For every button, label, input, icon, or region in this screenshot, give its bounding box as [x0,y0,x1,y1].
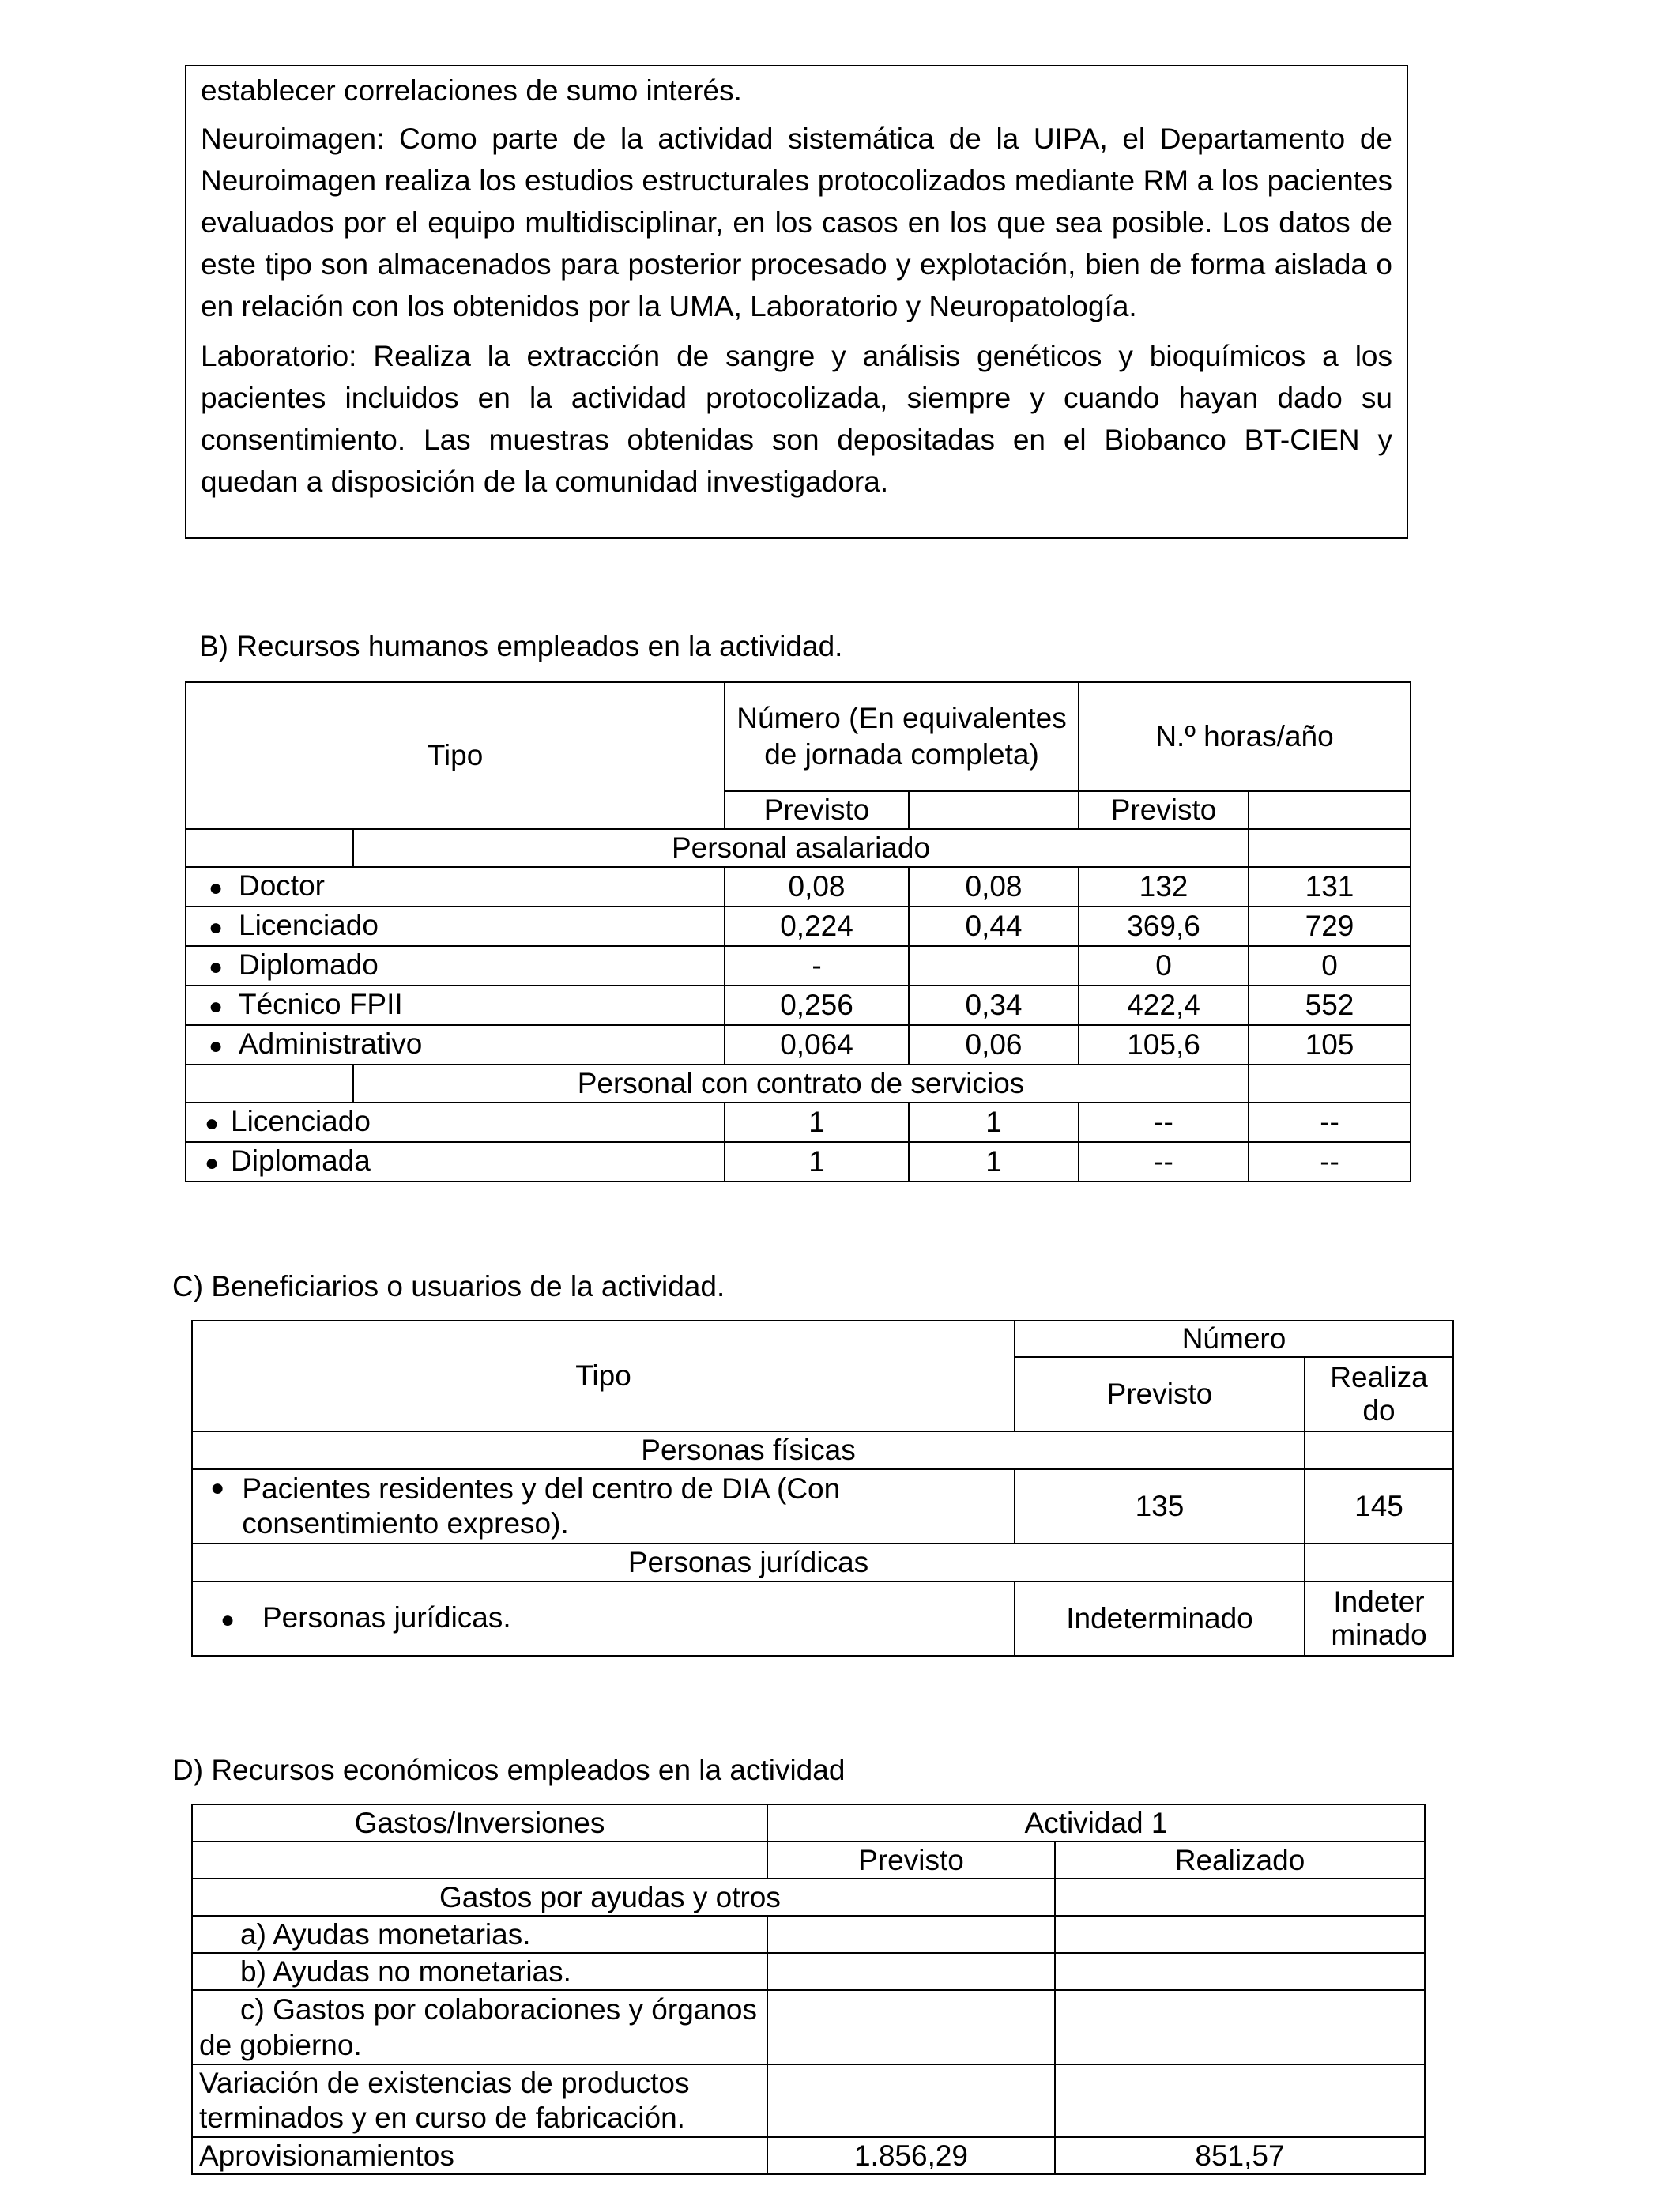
row-variacion-existencias: Variación de existencias de productos terminados y en curso de fabricación. [192,2064,767,2137]
economic-resources-table [191,1804,1426,2175]
section-personal-contrato-servicios: Personal con contrato de servicios [353,1065,1249,1103]
header-tipo: Tipo [186,682,725,829]
header-previsto: Previsto [767,1842,1055,1879]
table-row-tipo: ● Doctor [186,867,725,907]
section-c-heading: C) Beneficiarios o usuarios de la actividad. [172,1270,725,1302]
table-row-tipo: ● Licenciado [186,1103,725,1142]
header-horas: N.º horas/año [1079,682,1411,791]
cell-horas-realizado: -- [1249,1142,1411,1182]
table-row-tipo: ● Pacientes residentes y del centro de DIA (Con consentimiento expreso). [192,1469,1015,1544]
human-resources-table [185,681,1411,1182]
table-row-tipo: ● Personas jurídicas. [192,1581,1015,1656]
header-actividad-1: Actividad 1 [767,1804,1425,1842]
bullet-icon: ● [208,874,224,901]
cell-horas-realizado: 105 [1249,1025,1411,1065]
cell-numero-previsto: - [725,946,909,986]
cell-horas-realizado: -- [1249,1103,1411,1142]
intro-paragraph-laboratorio: Laboratorio: Realiza la extracción de sangre y análisis genéticos y bioquímicos a los pacientes incluidos en la actividad protocolizada, siempre y cuando hayan dado su consentimiento. Las muestras obtenidas son depositadas en el Biobanco BT-CIEN y quedan a disposición de la comunidad investigadora. [201,340,1392,498]
table-row-tipo: ● Administrativo [186,1025,725,1065]
bullet-icon: ● [204,1149,220,1176]
cell-previsto: Indeterminado [1015,1581,1305,1656]
table-row-tipo: ● Diplomada [186,1142,725,1182]
cell-numero-realizado: 0,06 [909,1025,1079,1065]
cell-aprov-realizado: 851,57 [1055,2137,1425,2174]
section-gastos-ayudas: Gastos por ayudas y otros [192,1879,1055,1916]
header-blank-horas [1249,791,1411,829]
cell-numero-realizado: 1 [909,1103,1079,1142]
cell-numero-previsto: 0,064 [725,1025,909,1065]
header-numero: Número [1015,1321,1453,1357]
bullet-icon: ● [208,914,224,941]
cell-numero-realizado [909,946,1079,986]
cell-blank [767,1953,1055,1990]
cell-horas-previsto: 422,4 [1079,986,1249,1025]
cell-blank [1055,1953,1425,1990]
cell-realizado: Indeter minado [1305,1581,1453,1656]
cell-horas-previsto: 132 [1079,867,1249,907]
bullet-icon: ● [220,1606,235,1633]
section-b-heading: B) Recursos humanos empleados en la actividad. [199,630,843,662]
cell-horas-previsto: -- [1079,1103,1249,1142]
cell-blank [1055,1916,1425,1953]
table-row-tipo: ● Técnico FPII [186,986,725,1025]
header-previsto-numero: Previsto [725,791,909,829]
bullet-icon: ● [210,1475,225,1501]
cell-numero-previsto: 0,08 [725,867,909,907]
cell-previsto: 135 [1015,1469,1305,1544]
cell-horas-previsto: 369,6 [1079,907,1249,946]
bullet-icon: ● [204,1110,220,1137]
section-personal-asalariado: Personal asalariado [353,829,1249,867]
intro-text-box [185,65,1408,539]
section-d-heading: D) Recursos económicos empleados en la actividad [172,1754,846,1786]
header-previsto-horas: Previsto [1079,791,1249,829]
cell-blank [767,1990,1055,2064]
header-previsto: Previsto [1015,1357,1305,1431]
bullet-icon: ● [208,953,224,980]
intro-paragraph-neuroimagen: Neuroimagen: Como parte de la actividad sistemática de la UIPA, el Departamento de Neuroimagen realiza los estudios estructurales protocolizados mediante RM a los pacientes evaluados por el equipo multidisciplinar, en los casos en los que sea posible. Los datos de este tipo son almacenados para posterior procesado y explotación, bien de forma aislada o en relación con los obtenidos por la UMA, Laboratorio y Neuropatología. [201,123,1392,322]
cell-horas-previsto: -- [1079,1142,1249,1182]
table-row-tipo: ● Licenciado [186,907,725,946]
section-blank [1249,829,1411,867]
header-numero: Número (En equivalentes de jornada completa) [725,682,1079,791]
section-personas-fisicas: Personas físicas [192,1431,1305,1469]
section-blank [1249,1065,1411,1103]
cell-aprov-previsto: 1.856,29 [767,2137,1055,2174]
cell-blank [767,1916,1055,1953]
bullet-icon: ● [208,1032,224,1059]
cell-numero-previsto: 1 [725,1142,909,1182]
cell-numero-realizado: 0,08 [909,867,1079,907]
section-blank [1305,1544,1453,1581]
row-aprovisionamientos: Aprovisionamientos [192,2137,767,2174]
cell-numero-realizado: 1 [909,1142,1079,1182]
header-gastos-inversiones: Gastos/Inversiones [192,1804,767,1842]
cell-numero-previsto: 1 [725,1103,909,1142]
intro-paragraph-1: establecer correlaciones de sumo interés. [201,74,742,107]
table-row-tipo: ● Diplomado [186,946,725,986]
row-ayudas-monetarias: a) Ayudas monetarias. [192,1916,767,1953]
beneficiaries-table [191,1320,1454,1657]
cell-numero-realizado: 0,34 [909,986,1079,1025]
cell-numero-previsto: 0,224 [725,907,909,946]
cell-horas-realizado: 0 [1249,946,1411,986]
cell-blank [1055,1879,1425,1916]
header-tipo: Tipo [192,1321,1015,1431]
section-personas-juridicas: Personas jurídicas [192,1544,1305,1581]
cell-horas-realizado: 131 [1249,867,1411,907]
header-blank-numero [909,791,1079,829]
cell-horas-realizado: 552 [1249,986,1411,1025]
bullet-icon: ● [208,993,224,1020]
cell-blank [1055,2064,1425,2137]
cell-numero-previsto: 0,256 [725,986,909,1025]
cell-horas-previsto: 0 [1079,946,1249,986]
cell-blank [1055,1990,1425,2064]
header-realizado: Realiza do [1305,1357,1453,1431]
section-blank [1305,1431,1453,1469]
section-blank [186,829,353,867]
section-blank [186,1065,353,1103]
row-ayudas-no-monetarias: b) Ayudas no monetarias. [192,1953,767,1990]
header-blank [192,1842,767,1879]
cell-blank [767,2064,1055,2137]
cell-horas-previsto: 105,6 [1079,1025,1249,1065]
header-realizado: Realizado [1055,1842,1425,1879]
row-gastos-colaboraciones: c) Gastos por colaboraciones y órganos de gobierno. [192,1990,767,2064]
cell-horas-realizado: 729 [1249,907,1411,946]
cell-realizado: 145 [1305,1469,1453,1544]
cell-numero-realizado: 0,44 [909,907,1079,946]
